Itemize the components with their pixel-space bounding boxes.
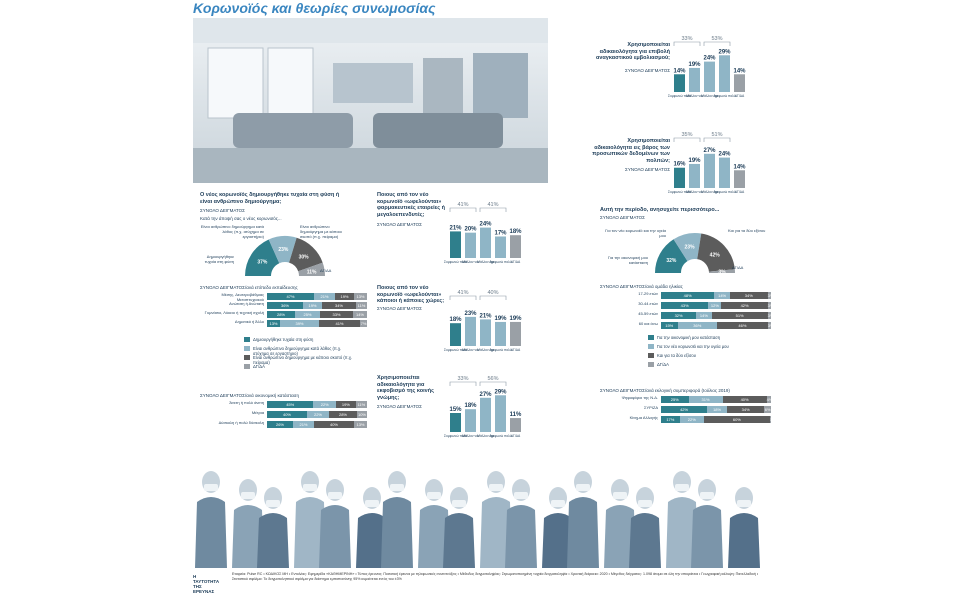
legend2-text-3: ΔΓ/ΔΑ bbox=[657, 362, 669, 367]
legend2-item-2 bbox=[648, 353, 758, 358]
pie2-value-2: 42% bbox=[709, 252, 720, 259]
vbar-4-value-1: 19% bbox=[688, 157, 701, 164]
right2-subtitle: ΣΥΝΟΛΟ ΔΕΙΓΜΑΤΟΣ bbox=[625, 167, 670, 172]
face-mask-icon bbox=[266, 500, 280, 507]
pie1-label-0: Δημιουργήθηκε τυχαία στη φύση bbox=[204, 254, 234, 264]
legend2-item-3 bbox=[648, 362, 758, 367]
vbar-6-cat-4: ΔΓ/ΔΑ bbox=[510, 348, 521, 352]
age-bars-seg-0-2: 34% bbox=[730, 292, 768, 299]
party-bars-seg-1-1: 18% bbox=[707, 406, 727, 413]
age-bars-seg-1-2: 42% bbox=[721, 302, 767, 309]
legend2-swatch-2 bbox=[648, 353, 654, 358]
vbar-4-total-1: 51% bbox=[711, 132, 723, 138]
pie2-label-3: ΔΓ/ΔΑ bbox=[732, 265, 744, 270]
pie2-label-1: Για τον νέο κορωνοϊό και την υγεία μου bbox=[605, 228, 666, 238]
legend1-text-2: Είναι ανθρώπινο δημιούργημα με κάποιο σκοπό (π.χ. πείραμα) bbox=[253, 355, 353, 365]
party-bars-seg-0-1: 31% bbox=[689, 396, 723, 403]
edu-bars-seg-3-2: 41% bbox=[319, 320, 360, 327]
vbar-3-value-4: 14% bbox=[733, 68, 746, 75]
person-body bbox=[381, 497, 413, 568]
vbar-6-cat-0: Συμφωνώ πολύ bbox=[444, 348, 467, 352]
vbar-4-cat-0: Συμφωνώ πολύ bbox=[668, 190, 691, 194]
age-bars-label-2: 45-59 ετών bbox=[638, 311, 658, 316]
vbar-7-total-1: 56% bbox=[487, 376, 499, 382]
vbar-7-value-4: 11% bbox=[509, 412, 522, 419]
vbar-3-bar-1 bbox=[689, 68, 700, 92]
vbar-5-total-0: 41% bbox=[457, 202, 469, 208]
vbar-3-bar-4 bbox=[734, 74, 745, 92]
age-bars-label-3: 60 και άνω bbox=[638, 321, 658, 326]
age-bars-seg-1-0: 43% bbox=[661, 302, 708, 309]
econ-bars-seg-0-3: 11% bbox=[357, 402, 366, 407]
econ-bars-seg-1-3: 10% bbox=[357, 412, 366, 417]
vbar-3-total-1: 53% bbox=[711, 36, 723, 42]
party-bars-seg-0-3: 4% bbox=[766, 397, 773, 402]
party-bars-row-1 bbox=[661, 406, 771, 413]
mid3-subtitle: ΣΥΝΟΛΟ ΔΕΙΓΜΑΤΟΣ bbox=[377, 404, 422, 409]
vbar-7-cat-2: Μάλλον όχι bbox=[477, 434, 494, 438]
person-body bbox=[505, 505, 537, 568]
vbar-6-bar-3 bbox=[495, 322, 506, 346]
face-mask-icon bbox=[365, 500, 379, 507]
party-bars-seg-2-1: 22% bbox=[680, 416, 704, 423]
face-mask-icon bbox=[390, 484, 404, 491]
legend2-item-1 bbox=[648, 344, 758, 349]
pie2-value-0: 32% bbox=[666, 257, 677, 264]
vbar-4-bar-2 bbox=[704, 154, 715, 188]
face-mask-icon bbox=[204, 484, 218, 491]
vbar-6-value-4: 19% bbox=[509, 315, 522, 322]
edu-bars-seg-2-1: 25% bbox=[295, 311, 320, 318]
vbar-3-bar-3 bbox=[719, 55, 730, 92]
vbar-7-bar-2 bbox=[480, 398, 491, 432]
age-bars-seg-3-2: 46% bbox=[717, 322, 768, 329]
face-mask-icon bbox=[613, 492, 627, 499]
edu-bars-seg-1-1: 19% bbox=[303, 302, 322, 309]
vbar-7-cat-1: Μάλλον ναι bbox=[462, 434, 479, 438]
edu-bars-seg-1-3: 11% bbox=[357, 303, 366, 308]
edu-bars-label-3: Δημοτικό ή Άλλο bbox=[234, 319, 264, 324]
person-body bbox=[691, 505, 723, 568]
age-bars-seg-3-0: 15% bbox=[661, 322, 678, 329]
vbar-4-bar-0 bbox=[674, 168, 685, 188]
pie1-value-1: 23% bbox=[278, 247, 289, 254]
legend2-swatch-1 bbox=[648, 344, 654, 349]
vbar-7-value-2: 27% bbox=[479, 391, 492, 398]
vbar-7-bar-1 bbox=[465, 409, 476, 432]
vbar-5-total-1: 41% bbox=[487, 202, 499, 208]
person-body bbox=[728, 513, 760, 568]
edu-bars-seg-0-2: 19% bbox=[335, 293, 354, 300]
party-bars-seg-2-0: 17% bbox=[661, 416, 680, 423]
vbar-5-cat-2: Μάλλον όχι bbox=[477, 260, 494, 264]
vbar-3-total-0: 33% bbox=[681, 36, 693, 42]
vbar-6-total-0: 41% bbox=[457, 290, 469, 296]
party-bars-seg-1-0: 42% bbox=[661, 406, 707, 413]
edu-bars-seg-2-0: 28% bbox=[267, 311, 295, 318]
edu-bars-seg-2-2: 33% bbox=[320, 311, 353, 318]
edu-bars-label-0: Μέσης, Δευτεροβάθμιας Μεταπτυχιακού bbox=[221, 292, 264, 302]
pie1-value-3: 11% bbox=[306, 269, 317, 276]
pie1-label-3: ΔΓ/ΔΑ bbox=[320, 268, 332, 273]
vbar-3-bracket-0 bbox=[674, 42, 700, 46]
person-body bbox=[567, 497, 599, 568]
mid2-subtitle: ΣΥΝΟΛΟ ΔΕΙΓΜΑΤΟΣ bbox=[377, 306, 422, 311]
vbar-7-value-0: 15% bbox=[449, 407, 462, 413]
party-bars-seg-1-3: 6% bbox=[764, 407, 771, 412]
edu-bars-seg-3-3: 7% bbox=[360, 321, 367, 326]
vbar-5-bar-4 bbox=[510, 235, 521, 258]
vbar-6-bar-4 bbox=[510, 322, 521, 346]
vbar-7-total-0: 33% bbox=[457, 376, 469, 382]
legend1-text-0: Δημιουργήθηκε τυχαία στη φύση bbox=[253, 337, 314, 342]
age-bars-seg-2-0: 32% bbox=[661, 312, 696, 319]
person-body bbox=[319, 505, 351, 568]
pie1-title: Ο νέος κορωνοϊός δημιουργήθηκε τυχαία στη φύση ή είναι ανθρώπινο δημιούργημα; bbox=[200, 192, 340, 205]
person-body bbox=[257, 513, 289, 568]
econ-bars-seg-0-2: 19% bbox=[336, 401, 356, 408]
party-bars-seg-0-0: 25% bbox=[661, 396, 689, 403]
econ-bars-seg-1-2: 28% bbox=[329, 411, 357, 418]
mid2-title: Ποιους από τον νέο κορωνοϊό «ωφελούνται» κάποιοι ή κάποιες χώρες; bbox=[377, 285, 445, 304]
vbar-6-cat-1: Μάλλον ναι bbox=[462, 348, 479, 352]
right1-title: Χρησιμοποιείται αδικαιολόγητα για επιβολή αναγκαστικού εμβολιασμού; bbox=[595, 42, 670, 61]
age-bars-seg-2-2: 51% bbox=[712, 312, 768, 319]
pie2-label-2: Και για τα δύο εξίσου bbox=[728, 228, 766, 233]
vbar-5-cat-4: ΔΓ/ΔΑ bbox=[510, 260, 521, 264]
legend2-text-2: Και για τα δύο εξίσου bbox=[657, 353, 697, 358]
face-mask-icon bbox=[737, 500, 751, 507]
age-bars-seg-3-3: 3% bbox=[767, 323, 774, 328]
age-bars-seg-1-1: 12% bbox=[708, 302, 721, 309]
vbar-7-bar-3 bbox=[495, 395, 506, 432]
mid3-title: Χρησιμοποιείται αδικαιολόγητα για εκφοβισμό της κοινής γνώμης; bbox=[377, 375, 434, 401]
vbar-4-cat-2: Μάλλον όχι bbox=[701, 190, 718, 194]
econ-bars-label-1: Μέτρια bbox=[251, 410, 264, 415]
edu-bars-label-2: Γυμνάσιο, Λύκειο ή τεχνική σχολή bbox=[204, 310, 264, 315]
age-bars-row-3 bbox=[661, 322, 774, 329]
edu-bars-seg-3-1: 39% bbox=[280, 320, 319, 327]
face-mask-icon bbox=[576, 484, 590, 491]
vbar-3-cat-0: Συμφωνώ πολύ bbox=[668, 94, 691, 98]
vbar-6-cat-3: Διαφωνώ πολύ bbox=[489, 348, 512, 352]
econ-bars-label-2: Δύσκολη ή πολύ δύσκολη bbox=[218, 420, 264, 425]
age-bars-seg-0-0: 48% bbox=[661, 292, 714, 299]
age-bars-seg-2-1: 14% bbox=[696, 312, 711, 319]
face-mask-icon bbox=[675, 484, 689, 491]
pie2-label-0: Για την οικονομική μου κατάσταση bbox=[607, 255, 648, 265]
party-bars-label-1: ΣΥΡΙΖΑ bbox=[643, 405, 658, 410]
pie2-title: Αυτή την περίοδο, ανησυχείτε περισσότερο... bbox=[600, 207, 720, 213]
footer-label: Η ΤΑΥΤΟΤΗΤΑ ΤΗΣ ΕΡΕΥΝΑΣ bbox=[193, 574, 220, 594]
age-bars-seg-3-1: 36% bbox=[678, 322, 718, 329]
face-mask-icon bbox=[700, 492, 714, 499]
pie2-value-1: 23% bbox=[684, 244, 695, 251]
vbar-4-bracket-0 bbox=[674, 138, 700, 142]
person-body bbox=[195, 497, 227, 568]
vbar-6-bracket-0 bbox=[450, 296, 476, 300]
party-bars-row-0 bbox=[661, 396, 771, 403]
vbar-7-bar-0 bbox=[450, 413, 461, 432]
vbar-3-value-3: 29% bbox=[718, 49, 731, 56]
age-bars-row-2 bbox=[661, 312, 774, 319]
vbar-5-bar-0 bbox=[450, 231, 461, 258]
pie1-question: Κατά την άποψή σας ο νέος κορωνοϊός... bbox=[200, 216, 282, 221]
age-bars-row-1 bbox=[661, 302, 774, 309]
party-bars-label-0: Ψηφοφόροι της Ν.Δ. bbox=[621, 395, 658, 400]
vbar-5-bar-2 bbox=[480, 228, 491, 258]
vbar-6-bar-1 bbox=[465, 317, 476, 346]
econ-bars-seg-2-1: 21% bbox=[293, 421, 314, 428]
face-mask-icon bbox=[452, 500, 466, 507]
edu-bars-seg-0-1: 21% bbox=[314, 293, 335, 300]
vbar-4-value-0: 16% bbox=[673, 161, 686, 168]
vbar-4-value-4: 14% bbox=[733, 164, 746, 171]
vbar-7-bar-4 bbox=[510, 418, 521, 432]
face-mask-icon bbox=[489, 484, 503, 491]
vbar-6-bar-0 bbox=[450, 323, 461, 346]
econ-bars-seg-0-1: 22% bbox=[313, 401, 336, 408]
vbar-7-cat-3: Διαφωνώ πολύ bbox=[489, 434, 512, 438]
vbar-3-bar-2 bbox=[704, 62, 715, 92]
legend1-text-3: ΔΓ/ΔΑ bbox=[253, 364, 265, 369]
vbar-4-cat-3: Διαφωνώ πολύ bbox=[713, 190, 736, 194]
vbar-5-bracket-0 bbox=[450, 208, 476, 212]
legend2-item-0 bbox=[648, 335, 758, 340]
mid1-subtitle: ΣΥΝΟΛΟ ΔΕΙΓΜΑΤΟΣ bbox=[377, 222, 422, 227]
party-bars-seg-2-3: 1% bbox=[769, 417, 776, 422]
econ-bars-seg-0-0: 45% bbox=[267, 401, 313, 408]
edu-bars-seg-1-2: 34% bbox=[322, 302, 356, 309]
right1-subtitle: ΣΥΝΟΛΟ ΔΕΙΓΜΑΤΟΣ bbox=[625, 68, 670, 73]
vbar-3-value-2: 24% bbox=[703, 55, 716, 62]
age-bars-seg-2-3: 3% bbox=[767, 313, 774, 318]
legend2-swatch-0 bbox=[648, 335, 654, 340]
vbar-3-cat-3: Διαφωνώ πολύ bbox=[713, 94, 736, 98]
vbar-3-value-1: 19% bbox=[688, 61, 701, 68]
vbar-3-cat-2: Μάλλον όχι bbox=[701, 94, 718, 98]
footer-text: Εταιρεία: Pulse RC • ΚΩΔΙΚΟΣ ΜΗ • Εντολέας: Εφημερίδα «ΚΑΘΗΜΕΡΙΝΗ» • Τύπος έρευνας: Ποσοτική έρευνα με τηλεφωνικές συνεντεύξεις • Μέθοδος δειγματοληψίας: Στρωματοποιημένη τυχαία δειγματοληψία • Χρονική διάρκεια: 2020 • Μέγεθος δείγματος: 1.098 άτομα σε όλη την επικράτεια • Γεωγραφική κάλυψη: Πανελλαδική • Στατιστικό σφάλμα: Το δειγματοληπτικό σφάλμα για διάστημα εμπιστοσύνης 95% κυμαίνεται εντός του ±3% bbox=[232, 572, 759, 581]
vbar-7-value-3: 29% bbox=[494, 389, 507, 396]
vbar-6-value-3: 19% bbox=[494, 315, 507, 322]
legend1-text-1: Είναι ανθρώπινο δημιούργημα κατά λάθος (π.χ. ατύχημα σε εργαστήριο) bbox=[253, 346, 342, 356]
vbar-3-value-0: 14% bbox=[673, 68, 686, 75]
vbar-4-bar-3 bbox=[719, 158, 730, 188]
vbar-6-value-1: 23% bbox=[464, 310, 477, 317]
edu-bars-seg-1-0: 36% bbox=[267, 302, 303, 309]
right2-title: Χρησιμοποιείται αδικαιολόγητα εις βάρος των προσωπικών δεδομένων των πολιτών; bbox=[592, 138, 670, 164]
vbar-5-bar-3 bbox=[495, 236, 506, 258]
pie2-value-3: 3% bbox=[718, 269, 726, 276]
econ-bars-seg-2-0: 26% bbox=[267, 421, 293, 428]
vbar-3-cat-4: ΔΓ/ΔΑ bbox=[734, 94, 745, 98]
vbar-3-bracket-1 bbox=[704, 42, 730, 46]
vbar-6-value-2: 21% bbox=[479, 313, 492, 320]
vbar-5-value-1: 20% bbox=[464, 226, 477, 233]
econ-bars-seg-1-1: 22% bbox=[307, 411, 329, 418]
pie2-subtitle: ΣΥΝΟΛΟ ΔΕΙΓΜΑΤΟΣ bbox=[600, 215, 645, 220]
econ-bars-label-0: Άνετη ή πολύ άνετη bbox=[229, 400, 264, 405]
pie1-value-0: 37% bbox=[257, 259, 268, 266]
vbar-4-bar-4 bbox=[734, 170, 745, 188]
face-mask-icon bbox=[328, 492, 342, 499]
legend2-text-1: Για τον νέο κορωνοϊό και την υγεία μου bbox=[657, 344, 729, 349]
pie1-label-2: Είναι ανθρώπινο δημιούργημα με κάποιο σκοπό (π.χ. πείραμα) bbox=[300, 224, 342, 239]
vbar-3-bar-0 bbox=[674, 74, 685, 92]
face-mask-icon bbox=[303, 484, 317, 491]
page-title: Κορωνοϊός και θεωρίες συνωμοσίας bbox=[193, 0, 436, 16]
vbar-6-value-0: 18% bbox=[449, 317, 462, 324]
vbar-6-total-1: 40% bbox=[487, 290, 499, 296]
vbar-6-cat-2: Μάλλον όχι bbox=[477, 348, 494, 352]
edu-bars-seg-0-0: 47% bbox=[267, 293, 314, 300]
vbar-5-bar-1 bbox=[465, 233, 476, 258]
age-bars-label-1: 30-44 ετών bbox=[638, 301, 658, 306]
party-bars-seg-0-2: 40% bbox=[723, 396, 767, 403]
vbar-7-bracket-1 bbox=[480, 382, 506, 386]
age-bars-label-0: 17-29 ετών bbox=[638, 291, 658, 296]
vbar-6-bar-2 bbox=[480, 319, 491, 346]
vbar-3-cat-1: Μάλλον ναι bbox=[686, 94, 703, 98]
vbar-5-bracket-1 bbox=[480, 208, 506, 212]
vbar-4-bracket-1 bbox=[704, 138, 730, 142]
vbar-7-bracket-0 bbox=[450, 382, 476, 386]
econ-bars-seg-2-3: 13% bbox=[354, 421, 367, 428]
party-bars-seg-2-2: 60% bbox=[704, 416, 770, 423]
face-mask-icon bbox=[551, 500, 565, 507]
legend2-text-0: Για την οικονομική μου κατάσταση bbox=[657, 335, 721, 340]
vbar-5-value-3: 17% bbox=[494, 230, 507, 237]
party-subtitle: ΣΥΝΟΛΟ ΔΕΙΓΜΑΤΟΣ/ανά εκλογική συμπεριφορά (Ιούλιος 2019) bbox=[600, 388, 730, 393]
vbar-5-cat-0: Συμφωνώ πολύ bbox=[444, 260, 467, 264]
vbar-5-value-0: 21% bbox=[449, 225, 462, 232]
age-bars-seg-0-1: 14% bbox=[714, 292, 730, 299]
edu-bars-seg-0-3: 13% bbox=[354, 293, 367, 300]
pie1-label-1: Είναι ανθρώπινο δημιούργημα κατά λάθος (π.χ. ατύχημα σε εργαστήριο) bbox=[200, 224, 264, 239]
vbar-5-value-4: 18% bbox=[509, 229, 522, 236]
econ-subtitle: ΣΥΝΟΛΟ ΔΕΙΓΜΑΤΟΣ/ανά οικονομική κατάσταση bbox=[200, 393, 299, 398]
face-mask-icon bbox=[638, 500, 652, 507]
econ-bars-seg-1-0: 40% bbox=[267, 411, 307, 418]
age-bars-row-0 bbox=[661, 292, 774, 299]
edu-bars-seg-2-3: 14% bbox=[353, 311, 367, 318]
edu-subtitle: ΣΥΝΟΛΟ ΔΕΙΓΜΑΤΟΣ/ανά επίπεδο εκπαίδευσης bbox=[200, 285, 298, 290]
econ-bars-seg-2-2: 40% bbox=[314, 421, 354, 428]
vbar-5-cat-1: Μάλλον ναι bbox=[462, 260, 479, 264]
pie1-subtitle: ΣΥΝΟΛΟ ΔΕΙΓΜΑΤΟΣ bbox=[200, 208, 245, 213]
legend2-swatch-3 bbox=[648, 362, 654, 367]
vbar-5-value-2: 24% bbox=[479, 221, 492, 228]
mid1-title: Ποιους από τον νέο κορωνοϊό «ωφελούνται» φαρμακευτικές εταιρείες ή μεγαλοεπενδυτές; bbox=[377, 192, 445, 218]
people-photo bbox=[193, 440, 770, 568]
edu-bars-seg-3-0: 13% bbox=[267, 320, 280, 327]
vbar-4-cat-1: Μάλλον ναι bbox=[686, 190, 703, 194]
vbar-4-value-2: 27% bbox=[703, 147, 716, 154]
face-mask-icon bbox=[514, 492, 528, 499]
vbar-4-cat-4: ΔΓ/ΔΑ bbox=[734, 190, 745, 194]
age-bars-seg-1-3: 3% bbox=[767, 303, 774, 308]
party-bars-seg-1-2: 34% bbox=[727, 406, 764, 413]
vbar-4-bar-1 bbox=[689, 164, 700, 188]
vbar-7-value-1: 18% bbox=[464, 403, 477, 410]
vbar-4-total-0: 35% bbox=[681, 132, 693, 138]
face-mask-icon bbox=[241, 492, 255, 499]
vbar-5-cat-3: Διαφωνώ πολύ bbox=[489, 260, 512, 264]
vbar-4-value-3: 24% bbox=[718, 151, 731, 158]
pie1-value-2: 30% bbox=[298, 254, 309, 261]
edu-bars-label-1: Ανώτατη ή Ανώτατη bbox=[229, 301, 264, 306]
vbar-7-cat-4: ΔΓ/ΔΑ bbox=[510, 434, 521, 438]
vbar-7-cat-0: Συμφωνώ πολύ bbox=[444, 434, 467, 438]
party-bars-row-2 bbox=[661, 416, 776, 423]
age-bars-seg-0-3: 3% bbox=[767, 293, 774, 298]
person-body bbox=[443, 513, 475, 568]
vbar-6-bracket-1 bbox=[480, 296, 506, 300]
face-mask-icon bbox=[427, 492, 441, 499]
person-body bbox=[629, 513, 661, 568]
party-bars-label-2: Κίνημα Αλλαγής bbox=[629, 415, 658, 420]
age-subtitle: ΣΥΝΟΛΟ ΔΕΙΓΜΑΤΟΣ/ανά ομάδα ηλικίας bbox=[600, 284, 683, 289]
